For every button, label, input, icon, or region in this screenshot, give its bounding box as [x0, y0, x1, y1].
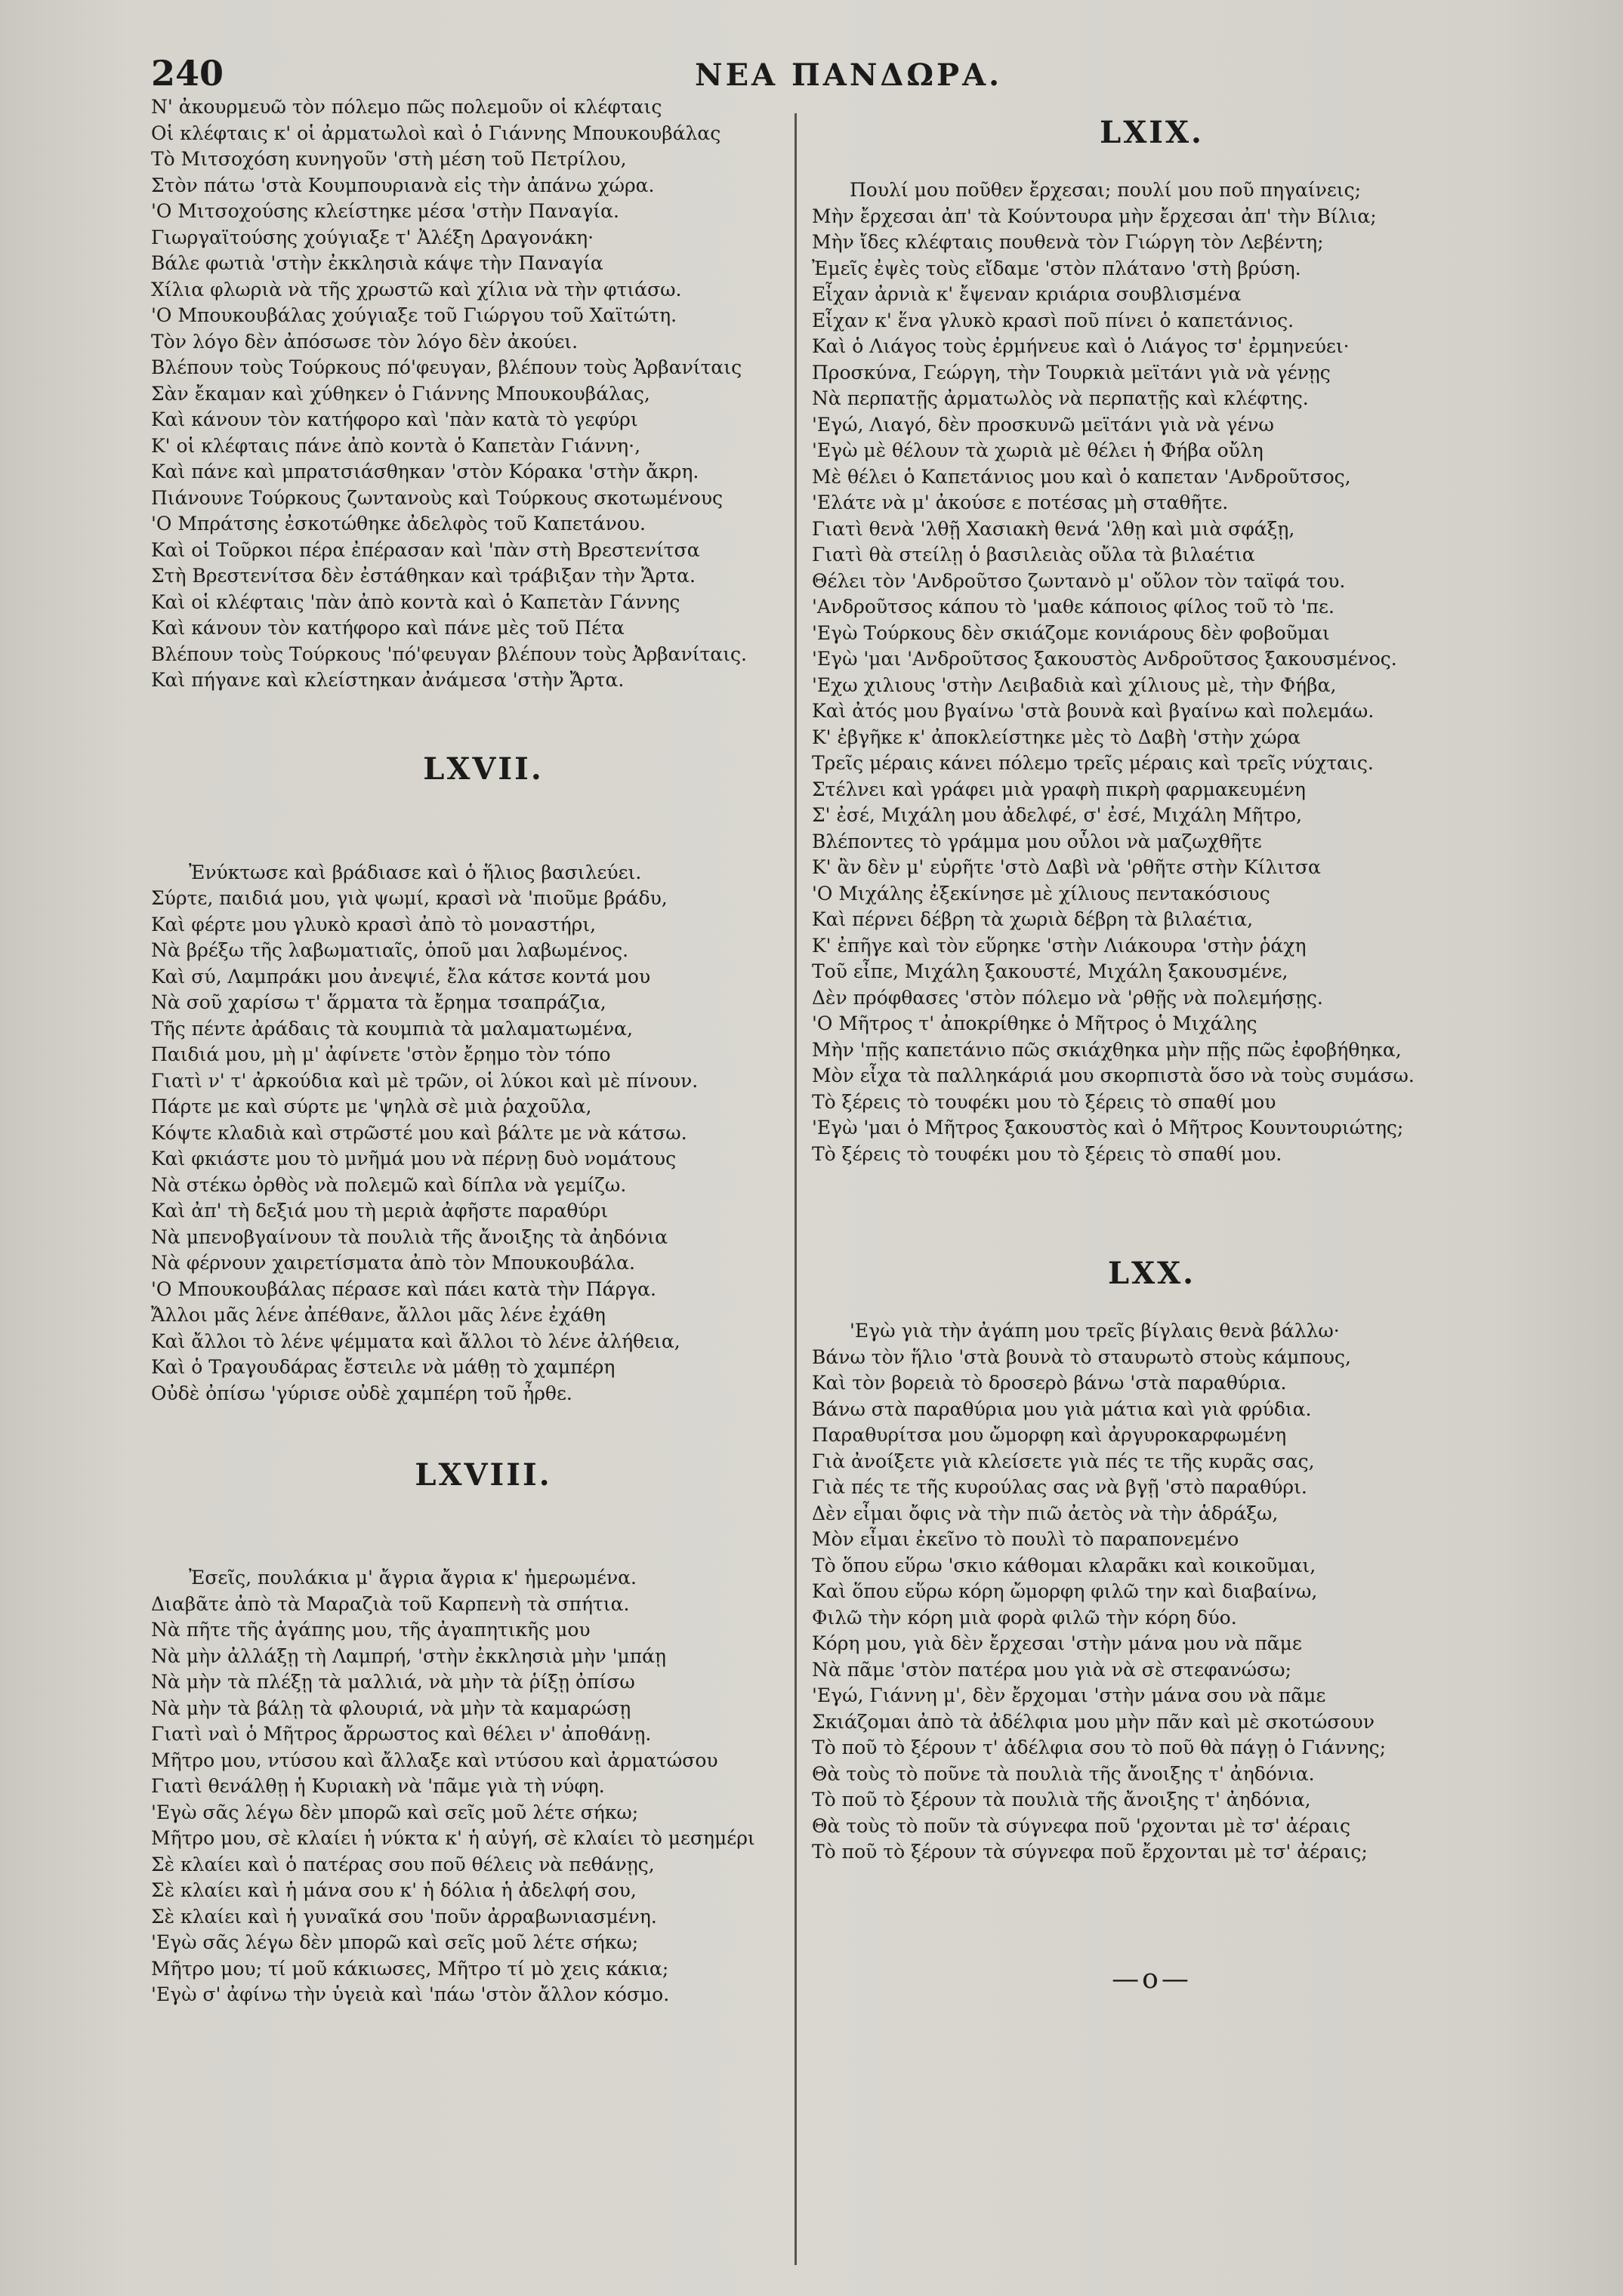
poem-line: Καὶ πέρνει δέβρη τὰ χωριὰ δέβρη τὰ βιλαέτια,	[812, 908, 1254, 930]
poem-line: Καὶ σύ, Λαμπράκι μου ἀνεψιέ, ἔλα κάτσε κοντά μου	[151, 965, 651, 988]
poem-line: Βάνω τὸν ἥλιο 'στὰ βουνὰ τὸ σταυρωτὸ στοὺς κάμπους,	[812, 1345, 1351, 1368]
poem-line: Κόψτε κλαδιὰ καὶ στρῶστέ μου καὶ βάλτε με νὰ κάτσω.	[151, 1121, 687, 1144]
poem-line: Θὰ τοὺς τὸ ποῦνε τὰ πουλιὰ τῆς ἄνοιξης τ' ἀηδόνια.	[812, 1762, 1315, 1785]
poem-line: Καὶ ἀτός μου βγαίνω 'στὰ βουνὰ καὶ βγαίνω καὶ πολεμάω.	[812, 700, 1375, 722]
poem-line: Τῆς πέντε ἀράδαις τὰ κουμπιὰ τὰ μαλαματωμένα,	[151, 1017, 633, 1040]
poem-line: 'Ο Μπράτσης ἐσκοτώθηκε ἀδελφὸς τοῦ Καπετάνου.	[151, 513, 646, 535]
poem-line: Καὶ τὸν βορειὰ τὸ δροσερὸ βάνω 'στὰ παραθύρια.	[812, 1372, 1287, 1394]
poem-line: Παιδιά μου, μὴ μ' ἀφίνετε 'στὸν ἔρημο τὸν τόπο	[151, 1043, 611, 1065]
poem-line: Νὰ βρέξω τῆς λαβωματιαῖς, ὁποῦ μαι λαβωμένος.	[151, 939, 629, 961]
poem-line: Προσκύνα, Γεώργη, τὴν Τουρκιὰ μεϊτάνι γιὰ νὰ γένῃς	[812, 361, 1331, 384]
poem-line: Στέλνει καὶ γράφει μιὰ γραφὴ πικρὴ φαρμακευμένη	[812, 778, 1306, 800]
poem-line: Καὶ κάνουν τὸν κατήφορο καὶ πάνε μὲς τοῦ Πέτα	[151, 617, 625, 639]
poem-line: Σύρτε, παιδιά μου, γιὰ ψωμί, κρασὶ νὰ 'πιοῦμε βράδυ,	[151, 887, 668, 909]
poem-line: Τὸ ξέρεις τὸ τουφέκι μου τὸ ξέρεις τὸ σπαθί μου.	[812, 1142, 1282, 1165]
end-ornament: —o—	[1112, 1963, 1192, 1995]
poem-line: Νὰ μὴν τὰ βάλῃ τὰ φλουριά, νὰ μὴν τὰ καμαρώσῃ	[151, 1697, 631, 1719]
poem-line: 'Εγὼ σᾶς λέγω δὲν μπορῶ καὶ σεῖς μοῦ λέτε σήκω;	[151, 1931, 639, 1953]
poem-68-heading: LXVIII.	[415, 1456, 552, 1493]
poem-line: Φιλῶ τὴν κόρη μιὰ φορὰ φιλῶ τὴν κόρη δύο.	[812, 1606, 1237, 1629]
poem-line: 'Ελάτε νὰ μ' ἀκούσε ε ποτέσας μὴ σταθῆτε.	[812, 492, 1229, 513]
page-header	[151, 53, 1510, 98]
right-column	[812, 94, 1492, 1995]
poem-line: 'Εγὼ Τούρκους δὲν σκιάζομε κονιάρους δὲν φοβοῦμαι	[812, 621, 1330, 644]
poem-line: Γιωργαϊτούσης χούγιαξε τ' Ἀλέξη Δραγονάκη·	[151, 226, 594, 248]
poem-line: Δὲν πρόφθασες 'στὸν πόλεμο νὰ 'ρθῇς νὰ πολεμήσῃς.	[812, 986, 1323, 1009]
poem-line: Διαβᾶτε ἀπὸ τὰ Μαραζιὰ τοῦ Καρπενὴ τὰ σπήτια.	[151, 1592, 630, 1615]
poem-line: Καὶ πήγανε καὶ κλείστηκαν ἀνάμεσα 'στὴν Ἄρτα.	[151, 669, 625, 691]
poem-line: Μὴν ἔρχεσαι ἀπ' τὰ Κούντουρα μὴν ἔρχεσαι ἀπ' τὴν Βίλια;	[812, 205, 1377, 227]
poem-line: Γιατὶ θενάλθῃ ἡ Κυριακὴ νὰ 'πᾶμε γιὰ τὴ νύφη.	[151, 1775, 605, 1797]
poem-line: Καὶ φέρτε μου γλυκὸ κρασὶ ἀπὸ τὸ μοναστήρι,	[151, 913, 597, 935]
poem-line: 'Εγὼ σ' ἀφίνω τὴν ὑγειὰ καὶ 'πάω 'στὸν ἄλλον κόσμο.	[151, 1983, 670, 2005]
poem-line: 'Ο Μιτσοχούσης κλείστηκε μέσα 'στὴν Παναγία.	[151, 200, 619, 222]
poem-line: Βλέπουν τοὺς Τούρκους πό'φευγαν, βλέπουν τοὺς Ἀρβανίταις	[151, 356, 742, 378]
poem-line: Μὲ θέλει ὁ Καπετάνιος μου καὶ ὁ καπεταν 'Ανδροῦτσος,	[812, 465, 1351, 488]
poem-line: Σὰν ἔκαμαν καὶ χύθηκεν ὁ Γιάννης Μπουκουβάλας,	[151, 382, 650, 405]
poem-line: Καὶ ὁ Λιάγος τοὺς ἐρμήνευε καὶ ὁ Λιάγος τσ' ἐρμηνεύει·	[812, 335, 1350, 357]
poem-line: Πιάνουνε Τούρκους ζωντανοὺς καὶ Τούρκους σκοτωμένους	[151, 486, 724, 509]
poem-line: Καὶ κάνουν τὸν κατήφορο καὶ 'πὰν κατὰ τὸ γεφύρι	[151, 408, 638, 430]
poem-line: 'Εγὼ 'μαι ὁ Μῆτρος ξακουστὸς καὶ ὁ Μῆτρος Κουντουριώτης;	[812, 1117, 1404, 1139]
poem-line: Κ' οἱ κλέφταις πάνε ἀπὸ κοντὰ ὁ Καπετὰν Γιάννη·,	[151, 434, 641, 457]
poem-line: Τὸ ποῦ τὸ ξέρουν τὰ πουλιὰ τῆς ἄνοιξης τ' ἀηδόνια,	[812, 1789, 1311, 1811]
poem-70	[812, 1318, 1492, 1866]
poem-line: Κόρη μου, γιὰ δὲν ἔρχεσαι 'στὴν μάνα μου νὰ πᾶμε	[812, 1632, 1302, 1654]
poem-line: Τὸ ξέρεις τὸ τουφέκι μου τὸ ξέρεις τὸ σπαθί μου	[812, 1090, 1276, 1113]
poem-line: Δὲν εἶμαι ὄφις νὰ τὴν πιῶ ἀετὸς νὰ τὴν ἁδράξω,	[812, 1502, 1279, 1524]
poem-line: Νὰ μὴν τὰ πλέξῃ τὰ μαλλιά, νὰ μὴν τὰ ῥίξῃ ὀπίσω	[151, 1671, 635, 1693]
poem-line: Στὴ Βρεστενίτσα δὲν ἐστάθηκαν καὶ τράβιξαν τὴν Ἄρτα.	[151, 565, 696, 587]
poem-line: 'Εγὼ σᾶς λέγω δὲν μπορῶ καὶ σεῖς μοῦ λέτε σήκω;	[151, 1801, 639, 1823]
poem-line: Γιατὶ θὰ στείλῃ ὁ βασιλειὰς οὔλα τὰ βιλαέτια	[812, 544, 1255, 566]
poem-line: Γιὰ πές τε τῆς κυρούλας σας νὰ βγῇ 'στὸ παραθύρι.	[812, 1476, 1307, 1498]
poem-line: Καὶ φκιάστε μου τὸ μνῆμά μου νὰ πέρνῃ δυὸ νομάτους	[151, 1148, 677, 1170]
poem-line: Νὰ σοῦ χαρίσω τ' ἅρματα τὰ ἔρημα τσαπράζια,	[151, 991, 606, 1013]
poem-line: Ἐνύκτωσε καὶ βράδιασε καὶ ὁ ἥλιος βασιλεύει.	[189, 861, 642, 883]
poem-line: Οἱ κλέφταις κ' οἱ ἀρματωλοὶ καὶ ὁ Γιάννης Μπουκουβάλας	[151, 122, 721, 144]
poem-line: Μὸν εἶμαι ἐκεῖνο τὸ πουλὶ τὸ παραπονεμένο	[812, 1528, 1239, 1550]
poem-line: Καὶ ἀπ' τὴ δεξιά μου τὴ μεριὰ ἀφῆστε παραθύρι	[151, 1200, 609, 1222]
poem-line: Καὶ ἄλλοι τὸ λένε ψέμματα καὶ ἄλλοι τὸ λένε ἀλήθεια,	[151, 1330, 680, 1352]
poem-line: Καὶ ὁ Τραγουδάρας ἔστειλε νὰ μάθῃ τὸ χαμπέρη	[151, 1356, 616, 1378]
poem-line: Εἶχαν κ' ἕνα γλυκὸ κρασὶ ποῦ πίνει ὁ καπετάνιος.	[812, 309, 1294, 331]
poem-line: Παραθυρίτσα μου ὤμορφη καὶ ἀργυροκαρφωμένη	[812, 1424, 1287, 1446]
poem-line: Γιατὶ ν' τ' ἀρκούδια καὶ μὲ τρῶν, οἱ λύκοι καὶ μὲ πίνουν.	[151, 1069, 699, 1092]
poem-line: 'Εγὼ 'μαι 'Ανδροῦτσος ξακουστὸς Ανδροῦτσος ξακουσμένος.	[812, 648, 1397, 670]
poem-line: 'Εχω χιλιους 'στὴν Λειβαδιὰ καὶ χίλιους μὲ, τὴν Φήβα,	[812, 673, 1337, 696]
poem-line: Σ' ἐσέ, Μιχάλη μου ἀδελφέ, σ' ἐσέ, Μιχάλη Μῆτρο,	[812, 804, 1303, 826]
poem-line: Καὶ πάνε καὶ μπρατσιάσθηκαν 'στὸν Κόρακα 'στὴν ἄκρη.	[151, 461, 699, 482]
poem-line: Τὸν λόγο δὲν ἀπόσωσε τὸν λόγο δὲν ἀκούει.	[151, 330, 579, 353]
poem-line: 'Ο Μιχάλης ἐξεκίνησε μὲ χίλιους πεντακόσιους	[812, 882, 1270, 905]
poem-line: 'Ανδροῦτσος κάπου τὸ 'μαθε κάποιος φίλος τοῦ τὸ 'πε.	[812, 596, 1335, 618]
poem-line: Βλέπουν τοὺς Τούρκους 'πό'φευγαν βλέπουν τοὺς Ἀρβανίταις.	[151, 643, 747, 665]
poem-line: 'Ο Μῆτρος τ' ἀποκρίθηκε ὁ Μῆτρος ὁ Μιχάλης	[812, 1012, 1257, 1034]
poem-line: Πουλί μου ποῦθεν ἔρχεσαι; πουλί μου ποῦ πηγαίνεις;	[850, 179, 1362, 201]
poem-line: Τὸ ποῦ τὸ ξέρουν τὰ σύγνεφα ποῦ ἔρχονται μὲ τσ' ἀέραις;	[812, 1841, 1368, 1863]
poem-line: Γιατὶ ναὶ ὁ Μῆτρος ἄρρωστος καὶ θέλει ν' ἀποθάνῃ.	[151, 1723, 652, 1745]
poem-70-heading: LXX.	[1107, 1255, 1196, 1291]
poem-line: Κ' ἐβγῆκε κ' ἀποκλείστηκε μὲς τὸ Δαβὴ 'στὴν χώρα	[812, 726, 1301, 748]
poem-line: Τοῦ εἶπε, Μιχάλη ξακουστέ, Μιχάλη ξακουσμένε,	[812, 960, 1288, 982]
poem-line: Εἶχαν ἀρνιὰ κ' ἔψεναν κριάρια σουβλισμένα	[812, 283, 1242, 305]
running-title: ΝΕΑ ΠΑΝΔΩΡΑ.	[695, 57, 1003, 93]
poem-line: Τρεῖς μέραις κάνει πόλεμο τρεῖς μέραις καὶ τρεῖς νύχταις.	[812, 752, 1374, 774]
poem-line: Θὰ τοὺς τὸ ποῦν τὰ σύγνεφα ποῦ 'ρχονται μὲ τσ' ἀέραις	[812, 1814, 1350, 1837]
page-number: 240	[151, 53, 224, 94]
poem-line: Τὸ ὅπου εὕρω 'σκιο κάθομαι κλαρᾶκι καὶ κοικοῦμαι,	[812, 1554, 1316, 1576]
poem-line: 'Εγὼ γιὰ τὴν ἀγάπη μου τρεῖς βίγλαις θενὰ βάλλω·	[850, 1320, 1340, 1342]
poem-line: Γιατὶ θενὰ 'λθῇ Χασιακὴ θενά 'λθῃ καὶ μιὰ σφάξῃ,	[812, 517, 1295, 540]
poem-line: Νὰ πᾶμε 'στὸν πατέρα μου γιὰ νὰ σὲ στεφανώσω;	[812, 1658, 1291, 1681]
poem-line: Σὲ κλαίει καὶ ἡ γυναῖκά σου 'ποῦν ἀρραβωνιασμένη.	[151, 1905, 657, 1928]
poem-line: Σὲ κλαίει καὶ ὁ πατέρας σου ποῦ θέλεις νὰ πεθάνῃς,	[151, 1853, 655, 1875]
poem-line: Μὴν 'πῇς καπετάνιο πῶς σκιάχθηκα μὴν πῇς πῶς ἐφοβήθηκα,	[812, 1038, 1402, 1061]
poem-line: Καὶ οἱ κλέφταις 'πὰν ἀπὸ κοντὰ καὶ ὁ Καπετὰν Γάννης	[151, 590, 680, 613]
poem-line: 'Ο Μπουκουβάλας χούγιαξε τοῦ Γιώργου τοῦ Χαϊτώτη.	[151, 304, 677, 326]
poem-67-heading: LXVII.	[423, 751, 544, 787]
poem-line: Βάλε φωτιὰ 'στὴν ἐκκλησιὰ κάψε τὴν Παναγία	[151, 252, 603, 274]
poem-66-tail	[151, 94, 816, 694]
poem-line: Κ' ἐπῆγε καὶ τὸν εὕρηκε 'στὴν Λιάκουρα 'στὴν ῥάχη	[812, 934, 1307, 957]
poem-line: Νὰ περπατῇς ἀρματωλὸς νὰ περπατῇς καὶ κλέφτης.	[812, 387, 1309, 409]
poem-line: Οὐδὲ ὀπίσω 'γύρισε οὐδὲ χαμπέρη τοῦ ἦρθε.	[151, 1382, 572, 1404]
poem-line: 'Ο Μπουκουβάλας πέρασε καὶ πάει κατὰ τὴν Πάργα.	[151, 1277, 656, 1300]
poem-line: Νὰ πῆτε τῆς ἀγάπης μου, τῆς ἀγαπητικῆς μου	[151, 1619, 591, 1641]
poem-line: Καὶ ὅπου εὕρω κόρη ὤμορφη φιλῶ την καὶ διαβαίνω,	[812, 1580, 1318, 1602]
poem-69-heading: LXIX.	[1100, 114, 1204, 150]
poem-line: Τὸ Μιτσοχόση κυνηγοῦν 'στὴ μέση τοῦ Πετρίλου,	[151, 148, 627, 170]
poem-line: Νὰ μὴν ἀλλάξῃ τὴ Λαμπρή, 'στὴν ἐκκλησιὰ μὴν 'μπάῃ	[151, 1644, 667, 1667]
poem-line: Πάρτε με καὶ σύρτε με 'ψηλὰ σὲ μιὰ ῥαχοῦλα,	[151, 1096, 592, 1117]
poem-67	[151, 860, 816, 1407]
poem-line: Μῆτρο μου, ντύσου καὶ ἄλλαξε καὶ ντύσου καὶ ἀρματώσου	[151, 1749, 718, 1771]
poem-line: Βλέποντες τὸ γράμμα μου οὖλοι νὰ μαζωχθῆτε	[812, 830, 1262, 852]
poem-line: Μὸν εἶχα τὰ παλληκάριά μου σκορπιστὰ ὅσο νὰ τοὺς συμάσω.	[812, 1065, 1415, 1086]
poem-line: Γιὰ ἀνοίξετε γιὰ κλείσετε γιὰ πές τε τῆς κυρᾶς σας,	[812, 1450, 1315, 1472]
poem-line: Κ' ἂν δὲν μ' εὑρῆτε 'στὸ Δαβὶ νὰ 'ρθῆτε στὴν Κίλιτσα	[812, 856, 1321, 878]
poem-line: Βάνω στὰ παραθύρια μου γιὰ μάτια καὶ γιὰ φρύδια.	[812, 1398, 1312, 1420]
poem-line: Σκιάζομαι ἀπὸ τὰ ἀδέλφια μου μὴν πᾶν καὶ μὲ σκοτώσουν	[812, 1710, 1375, 1733]
poem-line: Ν' ἀκουρμευῶ τὸν πόλεμο πῶς πολεμοῦν οἱ κλέφταις	[151, 96, 662, 118]
poem-line: Μῆτρο μου, σὲ κλαίει ἡ νύκτα κ' ἡ αὐγή, σὲ κλαίει τὸ μεσημέρι	[151, 1827, 755, 1849]
poem-line: Θέλει τὸν 'Ανδροῦτσο ζωντανὸ μ' οὔλον τὸν ταϊφά του.	[812, 569, 1346, 592]
poem-line: Καὶ οἱ Τοῦρκοι πέρα ἐπέρασαν καὶ 'πὰν στὴ Βρεστενίτσα	[151, 538, 700, 561]
poem-line: Στὸν πάτω 'στὰ Κουμπουριανὰ εἰς τὴν ἀπάνω χώρα.	[151, 174, 655, 196]
poem-line: Ἐσεῖς, πουλάκια μ' ἄγρια ἄγρια κ' ἡμερωμένα.	[189, 1567, 637, 1589]
poem-line: 'Εγώ, Λιαγό, δὲν προσκυνῶ μεϊτάνι γιὰ νὰ γένω	[812, 413, 1274, 436]
poem-line: 'Εγώ, Γιάννη μ', δὲν ἔρχομαι 'στὴν μάνα σου νὰ πᾶμε	[812, 1684, 1326, 1706]
poem-line: Νὰ μπενοβγαίνουν τὰ πουλιὰ τῆς ἄνοιξης τὰ ἀηδόνια	[151, 1225, 668, 1248]
poem-line: Ἐμεῖς ἐψὲς τοὺς εἴδαμε 'στὸν πλάτανο 'στὴ βρύση.	[812, 257, 1301, 279]
poem-line: 'Εγὼ μὲ θέλουν τὰ χωριὰ μὲ θέλει ἡ Φήβα οὔλη	[812, 439, 1264, 461]
left-column	[151, 94, 816, 2008]
poem-69	[812, 177, 1492, 1167]
poem-line: Σὲ κλαίει καὶ ἡ μάνα σου κ' ἡ δόλια ἡ ἀδελφή σου,	[151, 1879, 637, 1901]
poem-line: Τὸ ποῦ τὸ ξέρουν τ' ἀδέλφια σου τὸ ποῦ θὰ πάγῃ ὁ Γιάννης;	[812, 1737, 1387, 1758]
poem-68	[151, 1565, 816, 2008]
poem-line: Μῆτρο μου; τί μοῦ κάκιωσες, Μῆτρο τί μὸ χεις κάκια;	[151, 1957, 669, 1980]
poem-line: Νὰ φέρνουν χαιρετίσματα ἀπὸ τὸν Μπουκουβάλα.	[151, 1252, 635, 1274]
poem-line: Μὴν ἴδες κλέφταις πουθενὰ τὸν Γιώργη τὸν Λεβέντη;	[812, 231, 1324, 253]
poem-line: Ἄλλοι μᾶς λένε ἀπέθανε, ἄλλοι μᾶς λένε ἐχάθη	[151, 1304, 606, 1326]
poem-line: Χίλια φλωριὰ νὰ τῆς χρωστῶ καὶ χίλια νὰ τὴν φτιάσω.	[151, 278, 682, 300]
poem-line: Νὰ στέκω ὀρθὸς νὰ πολεμῶ καὶ δίπλα νὰ γεμίζω.	[151, 1173, 627, 1196]
